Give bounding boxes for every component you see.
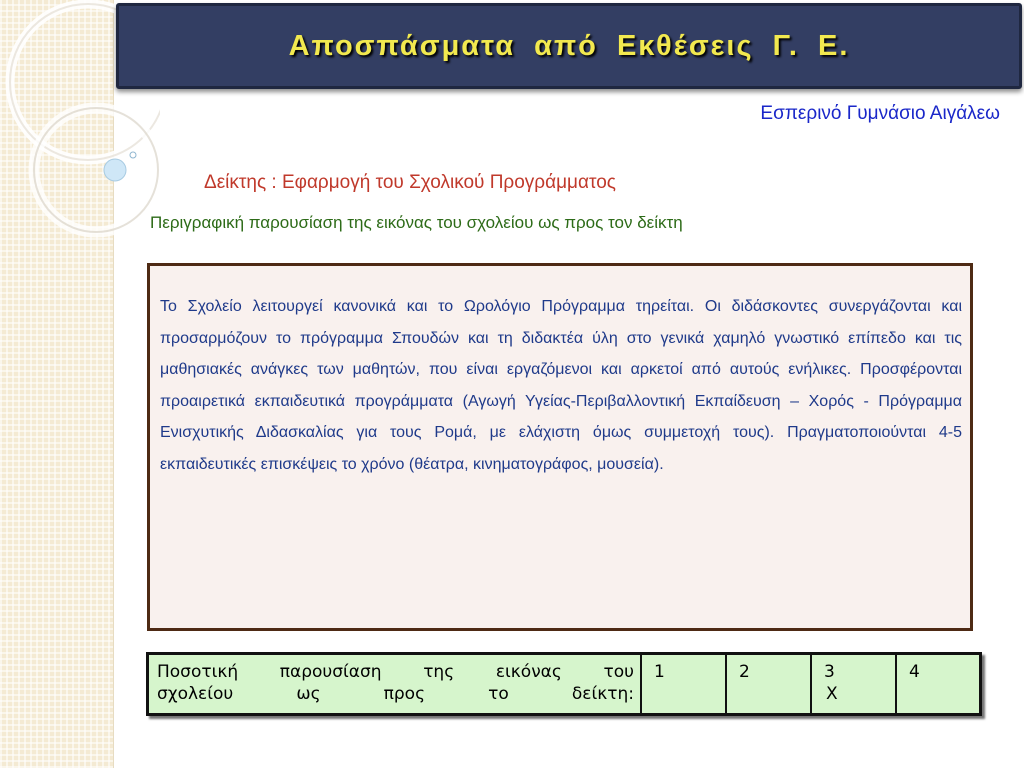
school-name: Εσπερινό Γυμνάσιο Αιγάλεω — [760, 103, 1000, 124]
rating-cell-3 — [812, 655, 897, 713]
rating-value-1: 1 — [654, 662, 665, 682]
deco-bubble — [104, 159, 126, 181]
rating-cell-1 — [642, 655, 727, 713]
page-title: Αποσπάσματα από Εκθέσεις Γ. Ε. — [288, 29, 850, 62]
rating-value-3: 3 — [824, 662, 835, 682]
indicator-heading: Δείκτης : Εφαρμογή του Σχολικού Προγράμματος — [204, 172, 616, 193]
rating-label-line1: Ποσοτική παρουσίαση της εικόνας του — [157, 662, 634, 682]
rating-cell-2 — [727, 655, 812, 713]
title-banner — [116, 3, 1022, 89]
description-heading: Περιγραφική παρουσίαση της εικόνας του σχολείου ως προς τον δείκτη — [150, 213, 683, 232]
description-text: Το Σχολείο λειτουργεί κανονικά και το Ωρολόγιο Πρόγραμμα τηρείται. Οι διδάσκοντες συνεργάζονται και προσαρμόζουν το πρόγραμμα Σπουδών και τη διδακτέα ύλη στο γενικά χαμηλό γνωστικό επίπεδο και τις μαθησιακές ανάγκες των μαθητών, που είναι εργαζόμενοι και αρκετοί από αυτούς ενήλικες. Προσφέρονται προαιρετικά εκπαιδευτικά προγράμματα (Αγωγή Υγείας-Περιβαλλοντική Εκπαίδευση – Χορός - Πρόγραμμα Ενισχυτικής Διδασκαλίας για τους Ρομά, με ελάχιστη όμως συμμετοχή τους). Πραγματοποιούνται 4-5 εκπαιδευτικές επισκέψεις το χρόνο (θέατρα, κινηματογράφος, μουσεία). — [160, 298, 962, 473]
rating-mark: Χ — [826, 684, 838, 704]
description-box — [147, 263, 973, 631]
rating-value-2: 2 — [739, 662, 750, 682]
deco-bubble-small — [130, 152, 136, 158]
rating-cell-4 — [897, 655, 979, 713]
rating-label-line2: σχολείου ως προς το δείκτη: — [157, 684, 634, 704]
rating-value-4: 4 — [909, 662, 920, 682]
deco-ring-inner-shade — [34, 108, 158, 232]
rating-label — [149, 655, 642, 713]
rating-table — [146, 652, 982, 716]
